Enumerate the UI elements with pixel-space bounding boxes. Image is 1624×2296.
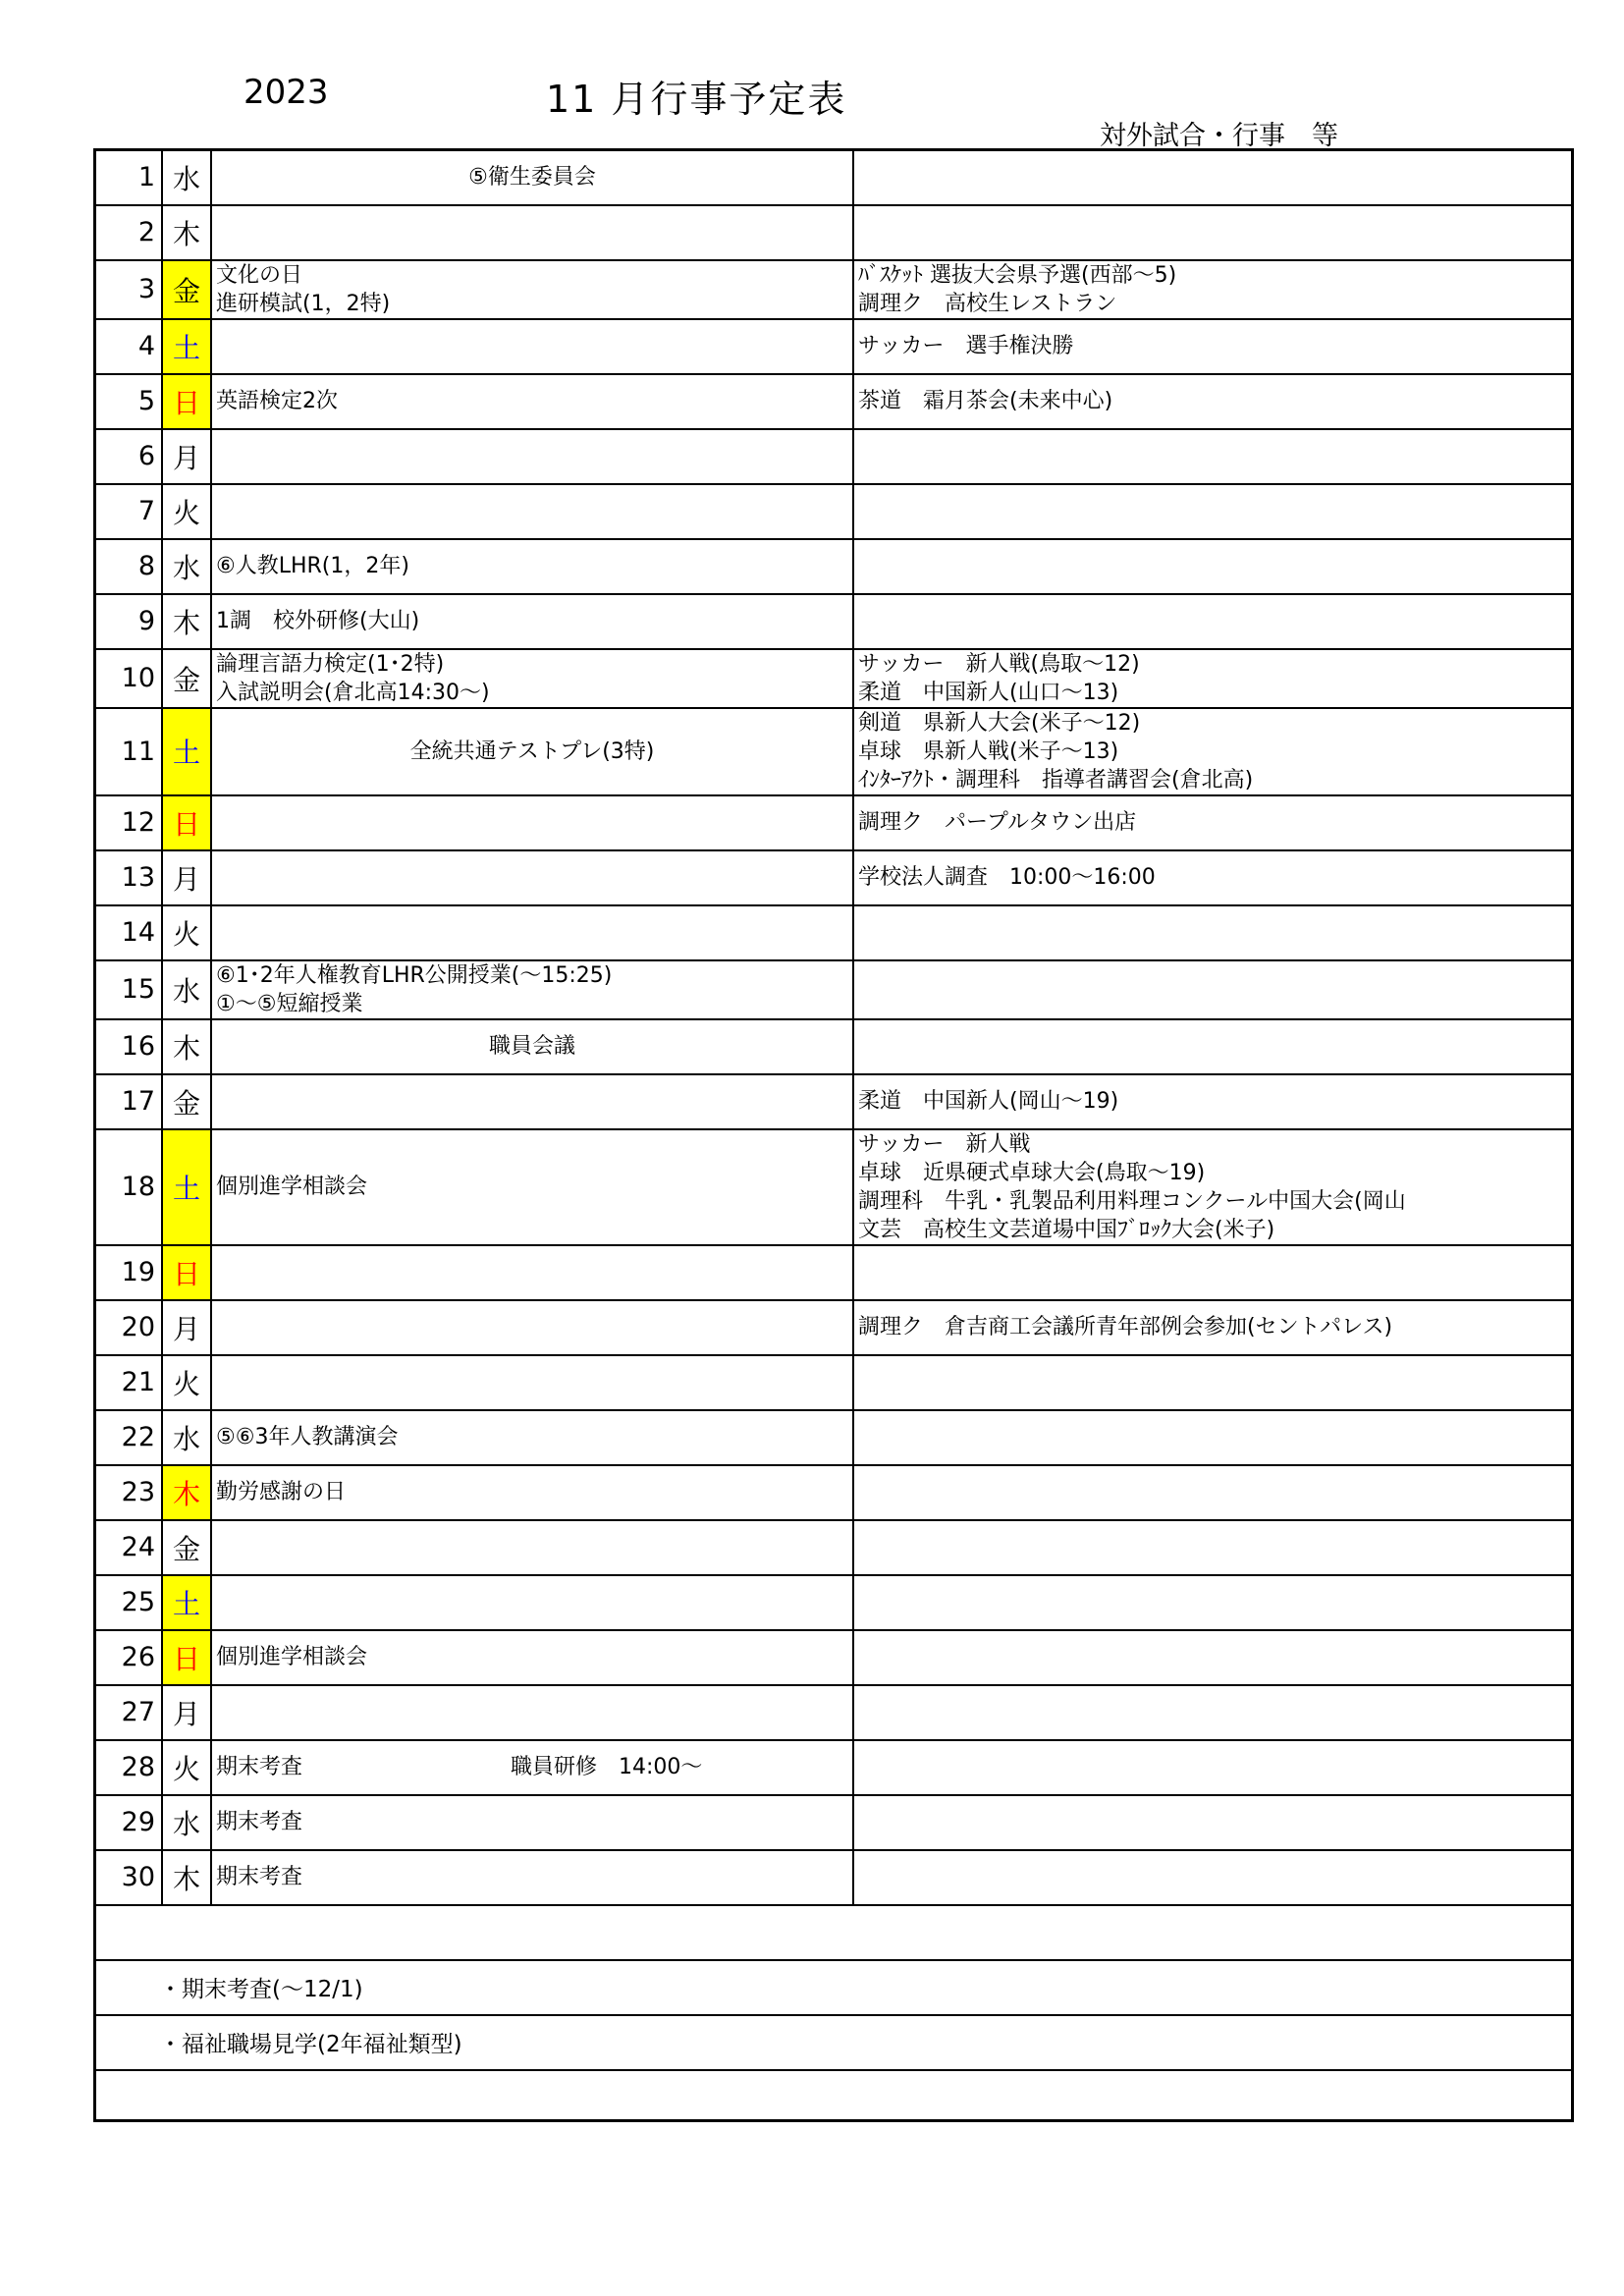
weekday-cell: 木	[162, 594, 211, 649]
school-events-cell	[211, 1410, 853, 1465]
external-events-cell	[853, 1129, 1573, 1245]
external-event: サッカー 選手権決勝	[858, 334, 1074, 358]
external-events-cell	[853, 150, 1573, 205]
day-number: 10	[95, 649, 163, 708]
day-number: 20	[95, 1300, 163, 1355]
external-events-cell	[853, 850, 1573, 905]
external-events-cell	[853, 1795, 1573, 1850]
school-event: 英語検定2次	[216, 389, 338, 413]
external-event: 調理ク 高校生レストラン	[858, 291, 1117, 316]
external-event: サッカー 新人戦(鳥取～12)	[858, 651, 1140, 677]
weekday-cell: 火	[162, 1740, 211, 1795]
table-row	[95, 905, 1573, 960]
external-events-cell	[853, 960, 1573, 1019]
weekday-cell: 火	[162, 1355, 211, 1410]
school-events-cell	[211, 1465, 853, 1520]
weekday-cell: 金	[162, 649, 211, 708]
day-number: 24	[95, 1520, 163, 1575]
note-cell	[95, 2070, 1573, 2121]
school-events-cell	[211, 484, 853, 539]
weekday-cell: 金	[162, 260, 211, 319]
external-events-cell	[853, 1575, 1573, 1630]
external-event: 卓球 県新人戦(米子～13)	[858, 738, 1119, 764]
school-event: 入試説明会(倉北高14:30～)	[216, 680, 490, 705]
weekday-cell: 水	[162, 1410, 211, 1465]
school-events-cell	[211, 1300, 853, 1355]
external-events-cell	[853, 905, 1573, 960]
school-event: 論理言語力検定(1･2特)	[216, 651, 445, 677]
table-row	[95, 1685, 1573, 1740]
school-events-cell	[211, 429, 853, 484]
weekday-cell: 土	[162, 1129, 211, 1245]
table-row	[95, 429, 1573, 484]
school-events-cell	[211, 374, 853, 429]
school-events-cell	[211, 1740, 853, 1795]
external-events-cell	[853, 1465, 1573, 1520]
table-row	[95, 1074, 1573, 1129]
day-number: 22	[95, 1410, 163, 1465]
external-event: 調理科 牛乳・乳製品利用料理コンクール中国大会(岡山	[858, 1188, 1406, 1214]
note-row	[95, 2070, 1573, 2121]
table-row	[95, 1630, 1573, 1685]
table-row	[95, 1795, 1573, 1850]
external-events-cell	[853, 484, 1573, 539]
note-row	[95, 1960, 1573, 2015]
school-event: 文化の日	[216, 262, 303, 288]
day-number: 19	[95, 1245, 163, 1300]
table-row	[95, 1520, 1573, 1575]
day-number: 8	[95, 539, 163, 594]
page-title: 11 月行事予定表	[546, 78, 847, 121]
school-events-cell	[211, 260, 853, 319]
school-events-cell	[211, 850, 853, 905]
external-event: サッカー 新人戦	[858, 1131, 1031, 1157]
external-events-cell	[853, 1355, 1573, 1410]
table-row	[95, 539, 1573, 594]
table-row	[95, 1129, 1573, 1245]
table-row	[95, 1355, 1573, 1410]
table-row	[95, 1575, 1573, 1630]
day-number: 21	[95, 1355, 163, 1410]
day-number: 27	[95, 1685, 163, 1740]
school-events-cell	[211, 150, 853, 205]
table-row	[95, 260, 1573, 319]
table-row	[95, 1300, 1573, 1355]
school-event: 進研模試(1，2特)	[216, 291, 391, 316]
day-number: 5	[95, 374, 163, 429]
note-row	[95, 1905, 1573, 1960]
external-event: 文芸 高校生文芸道場中国ﾌﾞﾛｯｸ大会(米子)	[858, 1217, 1275, 1242]
school-events-cell	[211, 1685, 853, 1740]
school-events-cell	[211, 708, 853, 795]
day-number: 16	[95, 1019, 163, 1074]
school-events-cell	[211, 1630, 853, 1685]
external-events-cell	[853, 1245, 1573, 1300]
day-number: 12	[95, 795, 163, 850]
school-events-cell	[211, 795, 853, 850]
school-event: 期末考査	[216, 1865, 303, 1889]
weekday-cell: 木	[162, 1465, 211, 1520]
day-number: 14	[95, 905, 163, 960]
external-events-cell	[853, 795, 1573, 850]
table-row	[95, 1245, 1573, 1300]
day-number: 28	[95, 1740, 163, 1795]
school-event: ⑤⑥3年人教講演会	[216, 1425, 399, 1449]
day-number: 26	[95, 1630, 163, 1685]
school-event: 1調 校外研修(大山)	[216, 609, 420, 633]
weekday-cell: 金	[162, 1074, 211, 1129]
table-row	[95, 319, 1573, 374]
school-event-line	[212, 1753, 852, 1781]
external-events-cell	[853, 1410, 1573, 1465]
external-events-cell	[853, 1019, 1573, 1074]
school-event: 全統共通テストプレ(3特)	[409, 738, 655, 764]
day-number: 17	[95, 1074, 163, 1129]
note-cell: ・福祉職場見学(2年福祉類型)	[95, 2015, 1573, 2070]
school-event: ⑥人教LHR(1，2年)	[216, 554, 409, 578]
weekday-cell: 日	[162, 1630, 211, 1685]
school-event: 個別進学相談会	[216, 1175, 368, 1199]
day-number: 6	[95, 429, 163, 484]
schedule-body	[95, 150, 1573, 2121]
school-events-cell	[211, 905, 853, 960]
weekday-cell: 日	[162, 1245, 211, 1300]
external-events-cell	[853, 260, 1573, 319]
school-events-cell	[211, 319, 853, 374]
table-row	[95, 1850, 1573, 1905]
weekday-cell: 水	[162, 539, 211, 594]
external-events-cell	[853, 429, 1573, 484]
weekday-cell: 土	[162, 319, 211, 374]
school-events-cell	[211, 1850, 853, 1905]
school-event: ①～⑤短縮授業	[216, 991, 363, 1016]
external-events-cell	[853, 374, 1573, 429]
table-row	[95, 1410, 1573, 1465]
school-event: 期末考査	[216, 1755, 303, 1779]
external-event: 学校法人調査 10:00～16:00	[858, 865, 1156, 890]
table-row	[95, 374, 1573, 429]
weekday-cell: 水	[162, 960, 211, 1019]
school-events-cell	[211, 205, 853, 260]
table-row	[95, 850, 1573, 905]
table-row	[95, 708, 1573, 795]
external-event: 調理ク 倉吉商工会議所青年部例会参加(セントパレス)	[858, 1315, 1393, 1339]
weekday-cell: 日	[162, 374, 211, 429]
weekday-cell: 金	[162, 1520, 211, 1575]
table-row	[95, 1465, 1573, 1520]
external-events-cell	[853, 205, 1573, 260]
year-label: 2023	[244, 73, 329, 112]
note-row	[95, 2015, 1573, 2070]
day-number: 29	[95, 1795, 163, 1850]
day-number: 2	[95, 205, 163, 260]
table-row	[95, 649, 1573, 708]
school-event: 個別進学相談会	[216, 1645, 368, 1669]
school-events-cell	[211, 649, 853, 708]
school-event: 職員会議	[488, 1034, 575, 1059]
school-event: 期末考査	[216, 1810, 303, 1834]
school-events-cell	[211, 594, 853, 649]
note-cell	[95, 1905, 1573, 1960]
weekday-cell: 月	[162, 1300, 211, 1355]
external-event: ｲﾝﾀｰｱｸﾄ・調理科 指導者講習会(倉北高)	[858, 767, 1254, 793]
external-events-cell	[853, 1850, 1573, 1905]
day-number: 25	[95, 1575, 163, 1630]
external-event: 剣道 県新人大会(米子～12)	[858, 710, 1141, 736]
table-row	[95, 484, 1573, 539]
table-row	[95, 1019, 1573, 1074]
day-number: 3	[95, 260, 163, 319]
external-event: ﾊﾞｽｹｯﾄ 選抜大会県予選(西部～5)	[858, 262, 1177, 288]
weekday-cell: 月	[162, 1685, 211, 1740]
weekday-cell: 水	[162, 150, 211, 205]
day-number: 15	[95, 960, 163, 1019]
school-events-cell	[211, 1795, 853, 1850]
external-events-cell	[853, 1740, 1573, 1795]
external-events-cell	[853, 708, 1573, 795]
external-events-cell	[853, 539, 1573, 594]
schedule-table	[93, 148, 1574, 2122]
external-events-cell	[853, 649, 1573, 708]
table-row	[95, 960, 1573, 1019]
school-events-cell	[211, 1019, 853, 1074]
school-event: 勤労感謝の日	[216, 1480, 347, 1504]
external-events-cell	[853, 319, 1573, 374]
weekday-cell: 火	[162, 484, 211, 539]
external-event: 柔道 中国新人(岡山～19)	[858, 1089, 1119, 1114]
external-event: 調理ク パープルタウン出店	[858, 810, 1137, 835]
weekday-cell: 木	[162, 205, 211, 260]
school-events-cell	[211, 1575, 853, 1630]
weekday-cell: 火	[162, 905, 211, 960]
school-event: ⑤衛生委員会	[468, 165, 596, 191]
weekday-cell: 木	[162, 1850, 211, 1905]
external-events-cell	[853, 1300, 1573, 1355]
weekday-cell: 木	[162, 1019, 211, 1074]
day-number: 13	[95, 850, 163, 905]
school-events-cell	[211, 1074, 853, 1129]
table-row	[95, 594, 1573, 649]
school-events-cell	[211, 1245, 853, 1300]
weekday-cell: 水	[162, 1795, 211, 1850]
weekday-cell: 月	[162, 429, 211, 484]
school-events-cell	[211, 539, 853, 594]
column-subtitle: 対外試合・行事 等	[1100, 121, 1338, 151]
school-events-cell	[211, 1520, 853, 1575]
weekday-cell: 月	[162, 850, 211, 905]
external-event: 卓球 近県硬式卓球大会(鳥取～19)	[858, 1160, 1206, 1185]
school-event: ⑥1･2年人権教育LHR公開授業(～15:25)	[216, 962, 613, 988]
day-number: 7	[95, 484, 163, 539]
weekday-cell: 土	[162, 708, 211, 795]
day-number: 11	[95, 708, 163, 795]
day-number: 4	[95, 319, 163, 374]
day-number: 23	[95, 1465, 163, 1520]
external-event: 柔道 中国新人(山口～13)	[858, 680, 1119, 705]
day-number: 1	[95, 150, 163, 205]
school-events-cell	[211, 1129, 853, 1245]
external-events-cell	[853, 1074, 1573, 1129]
school-event: 職員研修 14:00～	[511, 1755, 703, 1779]
day-number: 18	[95, 1129, 163, 1245]
external-events-cell	[853, 1630, 1573, 1685]
table-row	[95, 795, 1573, 850]
external-events-cell	[853, 1685, 1573, 1740]
school-events-cell	[211, 960, 853, 1019]
external-events-cell	[853, 594, 1573, 649]
weekday-cell: 土	[162, 1575, 211, 1630]
note-cell: ・期末考査(～12/1)	[95, 1960, 1573, 2015]
weekday-cell: 日	[162, 795, 211, 850]
day-number: 9	[95, 594, 163, 649]
external-event: 茶道 霜月茶会(未来中心)	[858, 389, 1113, 413]
external-events-cell	[853, 1520, 1573, 1575]
school-events-cell	[211, 1355, 853, 1410]
day-number: 30	[95, 1850, 163, 1905]
table-row	[95, 205, 1573, 260]
table-row	[95, 150, 1573, 205]
table-row	[95, 1740, 1573, 1795]
